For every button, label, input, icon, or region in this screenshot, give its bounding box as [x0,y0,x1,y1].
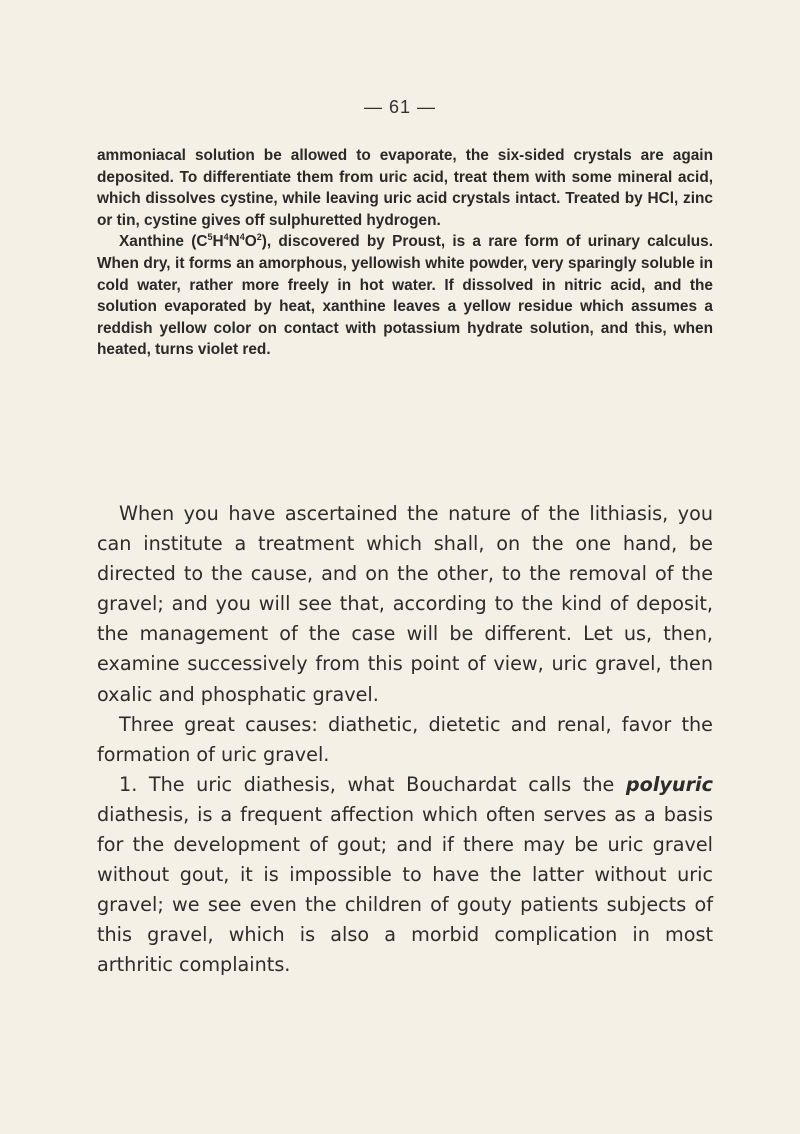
formula-part: O [244,233,257,251]
uric-diathesis-rest: diathesis, is a frequent affection which often serves as a basis for the development of gout; and if there may be uric gravel without gout, it is impossible to have the latter without uric gravel; we see even the children of gouty patients subjects of this gravel, which is also a morbid complication in most arthritic complaints. [97,802,713,977]
paragraph-xanthine [97,231,713,361]
formula-superscript: 4 [239,232,245,243]
formula-superscript: 2 [256,232,262,243]
uric-diathesis-lead: 1. The uric diathesis, what Bouchardat calls the [119,772,626,796]
formula-part: H [212,233,224,251]
paragraph-three-causes: Three great causes: diathetic, dietetic and renal, favor the formation of uric gravel. [97,712,713,766]
paragraph-treatment: When you have ascertained the nature of the lithiasis, you can institute a treatment which shall, on the one hand, be directed to the cause, and on the other, to the removal of the gravel; and you will see that, according to the kind of deposit, the management of the case will be different. Let us, then, examine successively from this point of view, uric gravel, then oxalic and phosphatic gravel. [97,502,713,706]
paragraph-uric-diathesis [97,770,713,981]
formula-superscript: 5 [207,232,213,243]
formula-superscript: 4 [223,232,229,243]
xanthine-lead: Xanthine (C [119,233,208,251]
main-text-section [97,499,713,981]
paragraph-cystine: ammoniacal solution be allowed to evaporate, the six-sided crystals are again deposited. To differentiate them from uric acid, treat them with some mineral acid, which dissolves cystine, while leaving uric acid crystals intact. Treated by HCl, zinc or tin, cystine gives off sulphuretted hydrogen. [97,147,713,229]
emphasis-polyuric: polyuric [625,772,713,796]
formula-part: N [228,233,240,251]
xanthine-rest: ), discovered by Proust, is a rare form of urinary calculus. When dry, it forms an amorphous, yellowish white powder, very sparingly soluble in cold water, rather more freely in hot water. If dissolved in nitric acid, and the solution evaporated by heat, xanthine leaves a yellow residue which assumes a reddish yellow color on contact with potassium hydrate solution, and this, when heated, turns violet red. [97,233,713,359]
small-print-section [97,145,713,361]
page-number: — 61 — [363,97,437,117]
